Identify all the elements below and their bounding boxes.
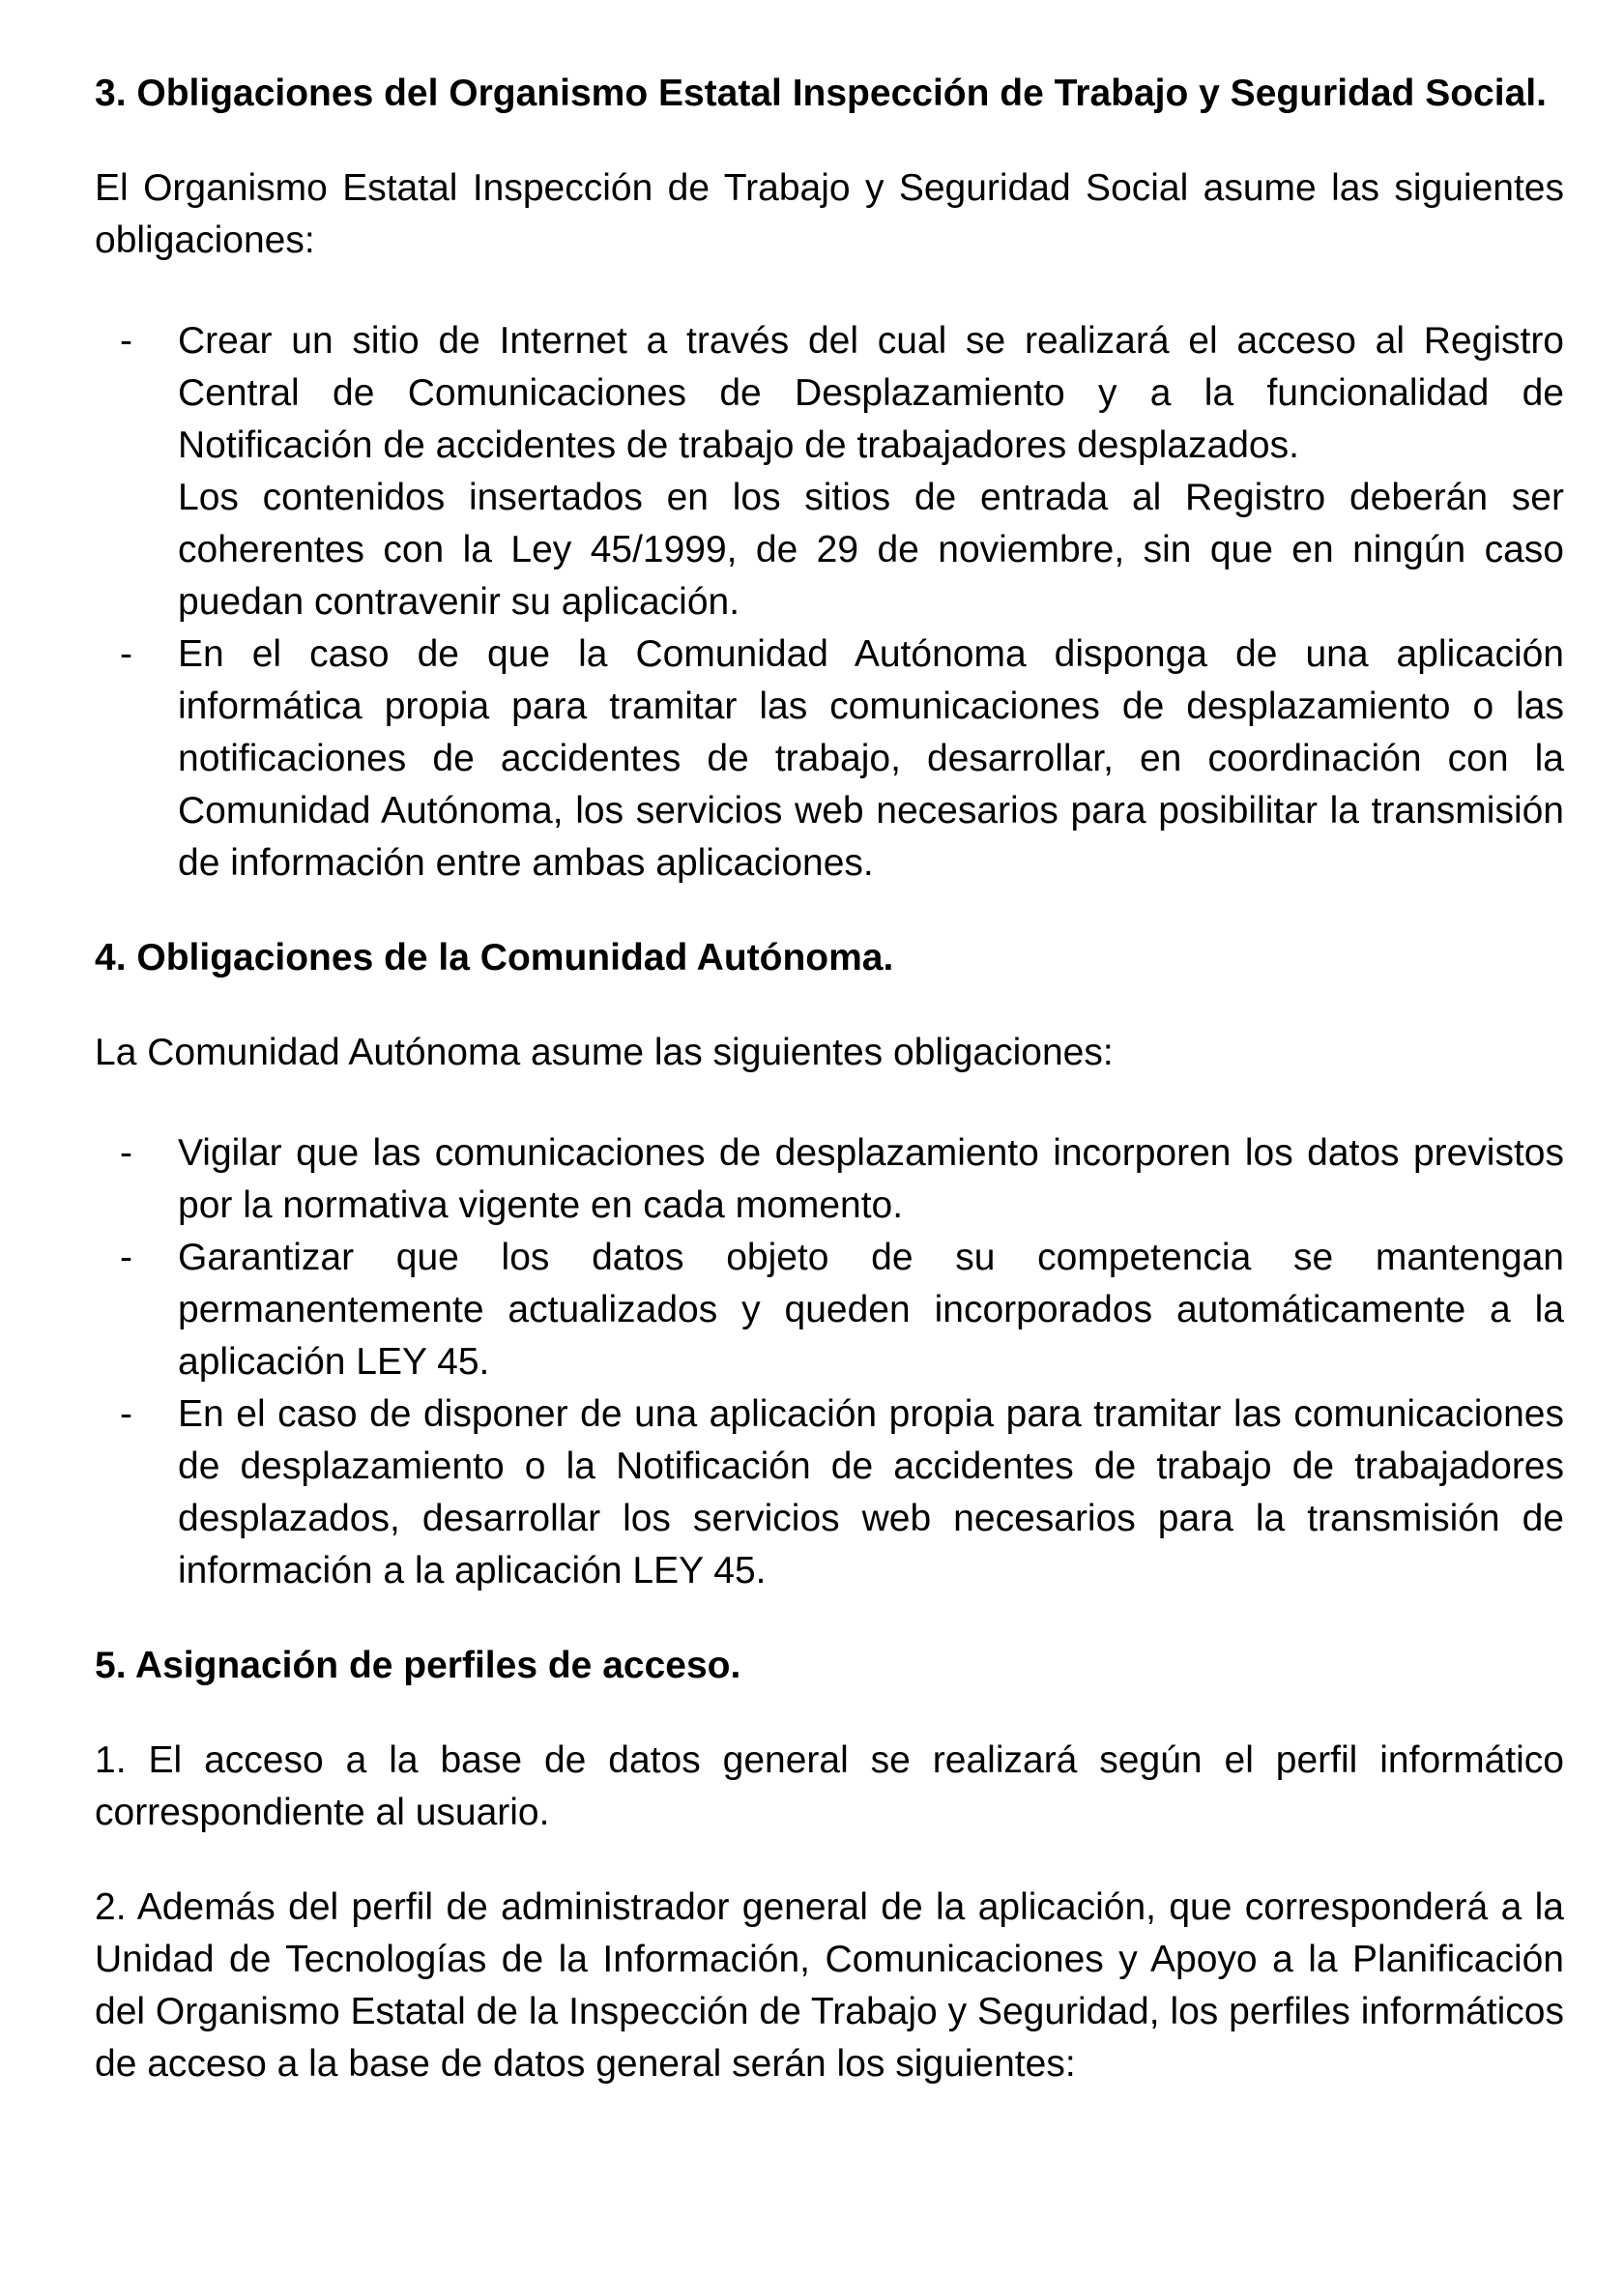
section-5-heading: 5. Asignación de perfiles de acceso. xyxy=(95,1645,741,1686)
dash-bullet: - xyxy=(120,320,132,362)
list-item xyxy=(95,315,1564,628)
section-5 xyxy=(95,1640,1564,2090)
list-item-text: Vigilar que las comunicaciones de desplazamiento incorporen los datos previstos por la normativa vigente en cada momento. xyxy=(178,1132,1564,1226)
list-item xyxy=(95,1388,1564,1597)
section-4-list xyxy=(95,1127,1564,1597)
section-5-paragraph-1: 1. El acceso a la base de datos general se realizará según el perfil informático correspondiente al usuario. xyxy=(95,1739,1564,1833)
dash-bullet: - xyxy=(120,633,132,675)
section-3-list xyxy=(95,315,1564,890)
list-item xyxy=(95,1127,1564,1232)
section-4-heading: 4. Obligaciones de la Comunidad Autónoma. xyxy=(95,937,894,978)
list-item-text: En el caso de que la Comunidad Autónoma disponga de una aplicación informática propia para tramitar las comunicaciones de desplazamiento o las notificaciones de accidentes de trabajo, desarrollar, en coordinación con la Comunidad Autónoma, los servicios web necesarios para posibilitar la transmisión de información entre ambas aplicaciones. xyxy=(178,633,1564,884)
document-page xyxy=(95,68,1564,2090)
section-4 xyxy=(95,932,1564,1597)
list-item-text: Crear un sitio de Internet a través del cual se realizará el acceso al Registro Central de Comunicaciones de Desplazamiento y a la funcionalidad de Notificación de accidentes de trabajo de trabajadores desplazados. xyxy=(178,320,1564,466)
section-3-heading: 3. Obligaciones del Organismo Estatal Inspección de Trabajo y Seguridad Social. xyxy=(95,73,1547,114)
list-item xyxy=(95,1232,1564,1388)
section-5-paragraph-2: 2. Además del perfil de administrador general de la aplicación, que corresponderá a la Unidad de Tecnologías de la Información, Comunicaciones y Apoyo a la Planificación del Organismo Estatal de la Inspección de Trabajo y Seguridad, los perfiles informáticos de acceso a la base de datos general serán los siguientes: xyxy=(95,1886,1564,2085)
list-item xyxy=(95,628,1564,890)
list-item-text: Garantizar que los datos objeto de su competencia se mantengan permanentemente actualizados y queden incorporados automáticamente a la aplicación LEY 45. xyxy=(178,1237,1564,1383)
dash-bullet: - xyxy=(120,1237,132,1278)
dash-bullet: - xyxy=(120,1132,132,1174)
list-item-extra: Los contenidos insertados en los sitios de entrada al Registro deberán ser coherentes con la Ley 45/1999, de 29 de noviembre, sin que en ningún caso puedan contravenir su aplicación. xyxy=(178,477,1564,623)
section-4-intro: La Comunidad Autónoma asume las siguientes obligaciones: xyxy=(95,1032,1114,1073)
dash-bullet: - xyxy=(120,1393,132,1435)
list-item-text: En el caso de disponer de una aplicación propia para tramitar las comunicaciones de desplazamiento o la Notificación de accidentes de trabajo de trabajadores desplazados, desarrollar los servicios web necesarios para la transmisión de información a la aplicación LEY 45. xyxy=(178,1393,1564,1592)
section-3-intro: El Organismo Estatal Inspección de Trabajo y Seguridad Social asume las siguientes obligaciones: xyxy=(95,167,1564,261)
section-3 xyxy=(95,68,1564,890)
